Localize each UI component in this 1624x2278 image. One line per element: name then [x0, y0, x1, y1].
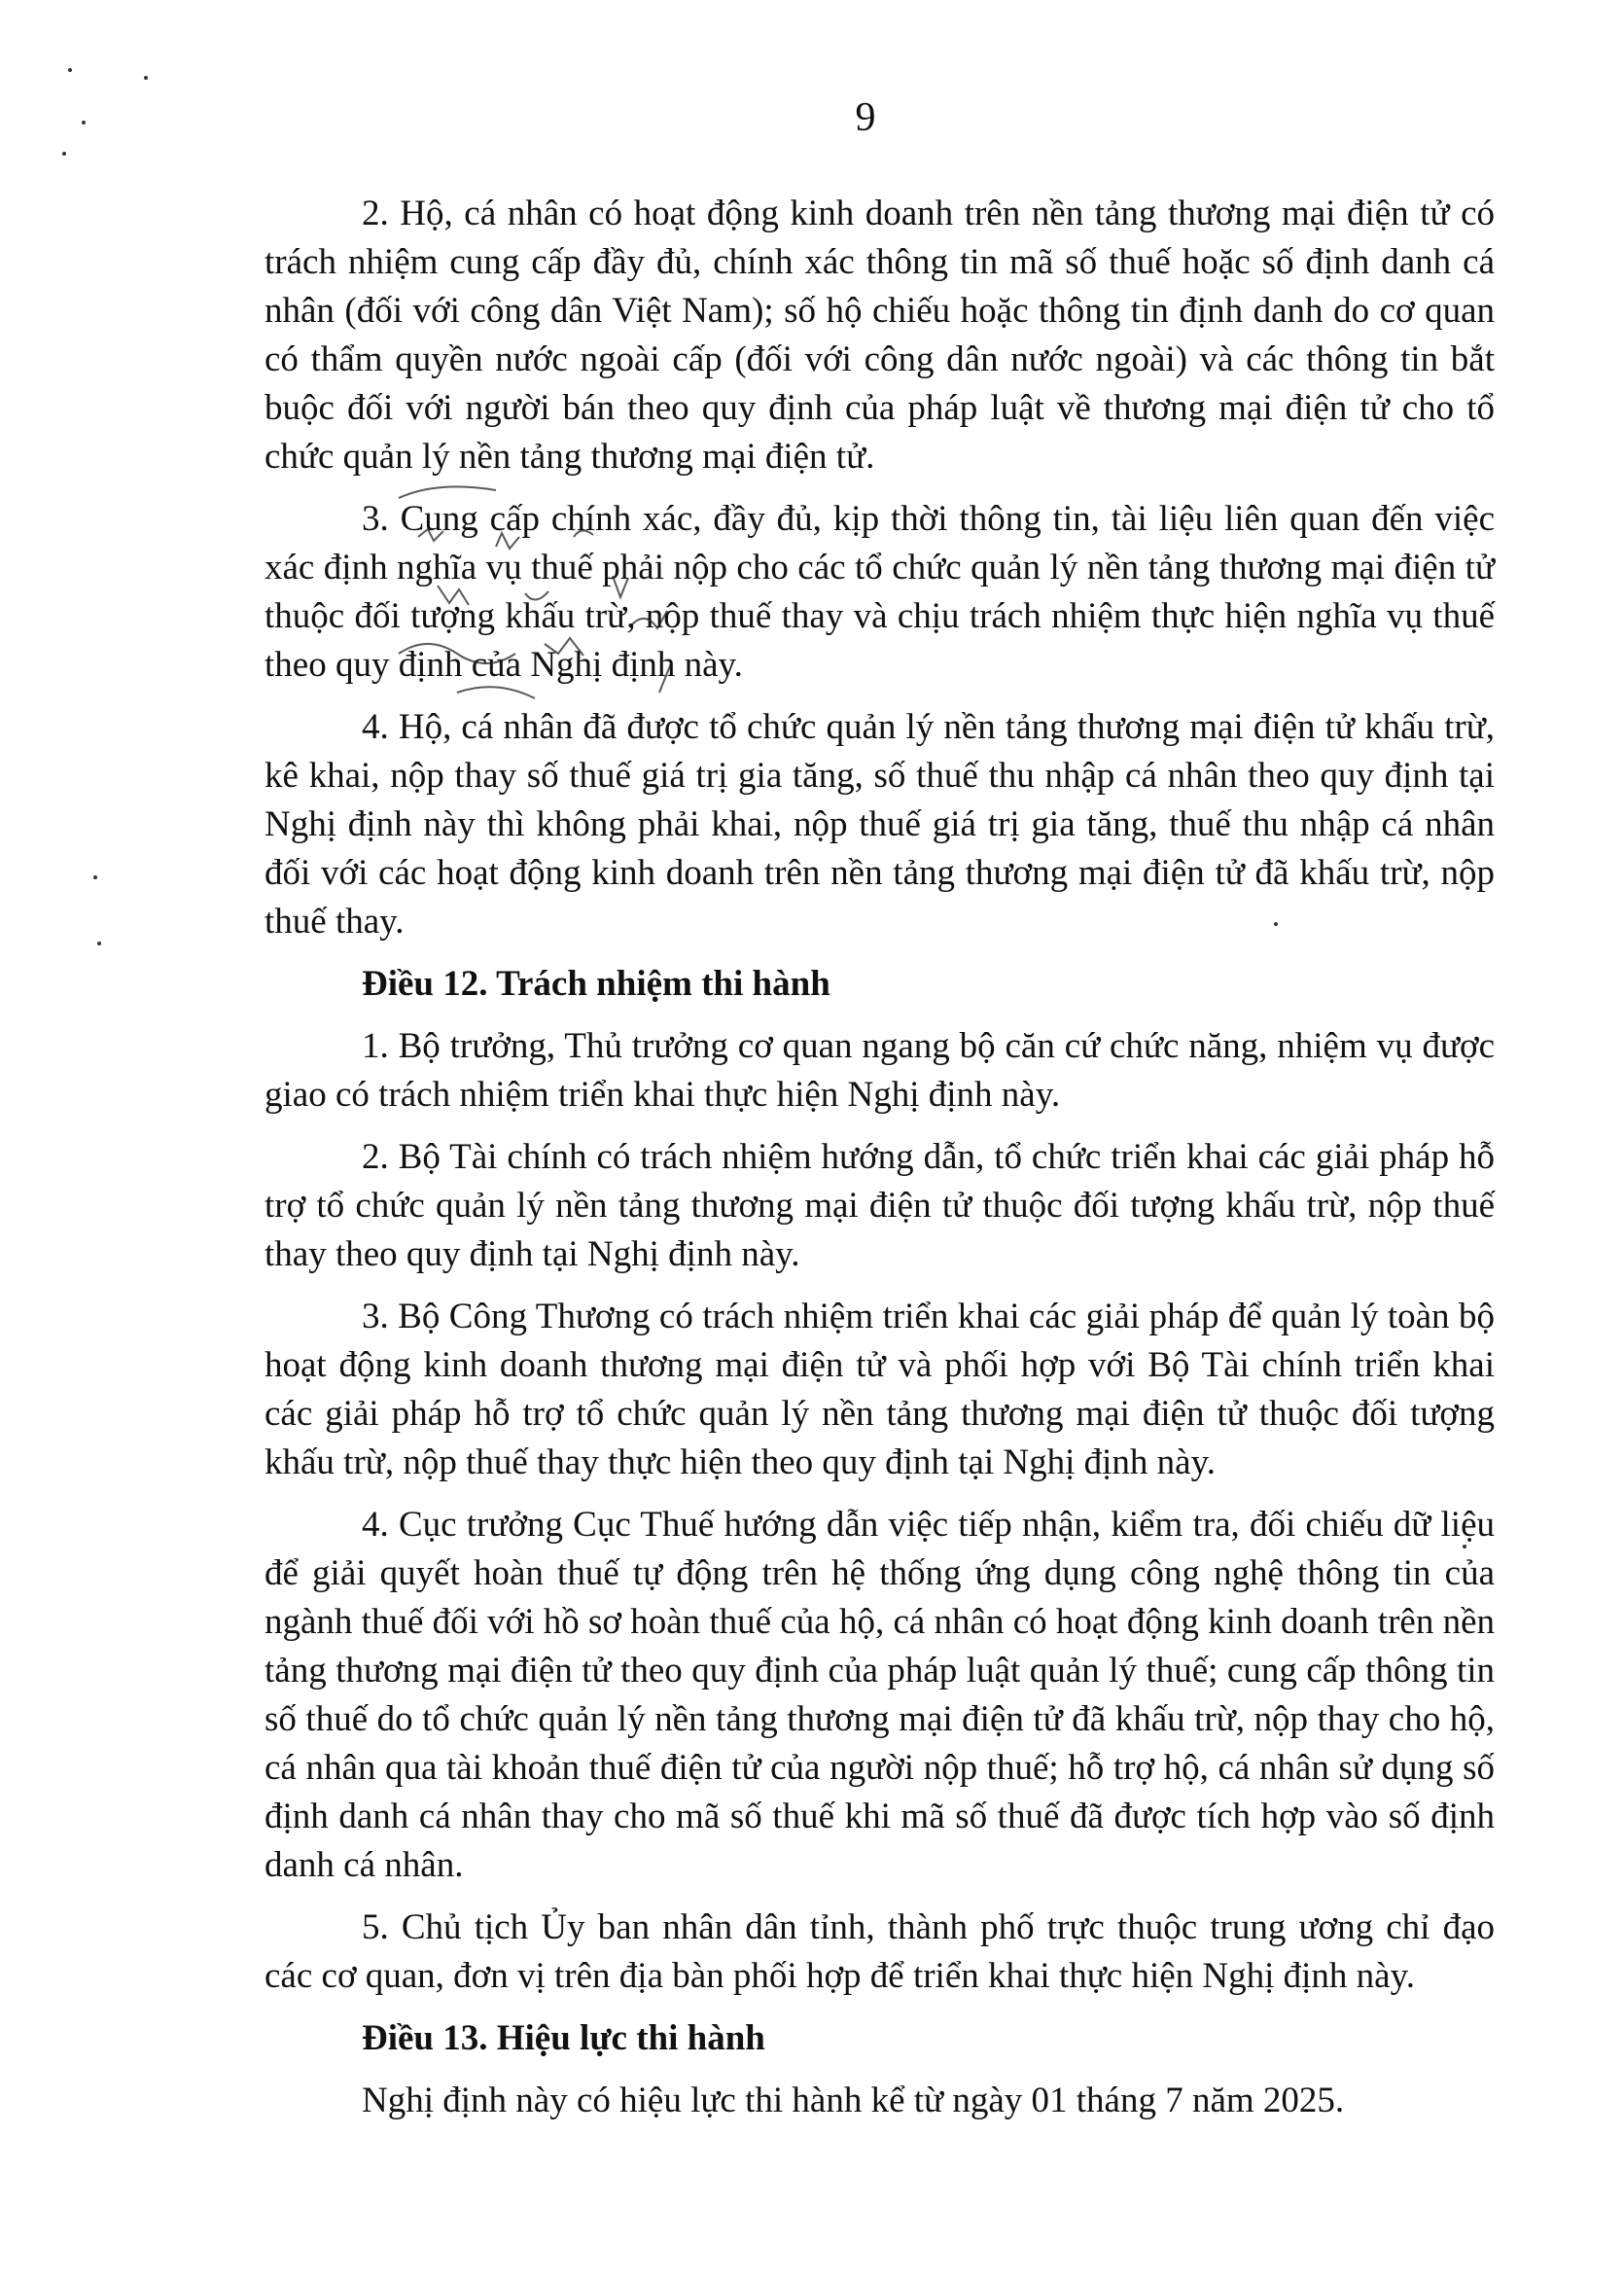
clause-4: 4. Hộ, cá nhân đã được tổ chức quản lý nền tảng thương mại điện tử khấu trừ, kê khai, nộp thay số thuế giá trị gia tăng, số thuế thu nhập cá nhân theo quy định tại Nghị định này thì không phải khai, nộp thuế giá trị gia tăng, thuế thu nhập cá nhân đối với các hoạt động kinh doanh trên nền tảng thương mại điện tử đã khấu trừ, nộp thuế thay. — [265, 707, 1495, 942]
article-13-heading: Điều 13. Hiệu lực thi hành — [362, 2018, 765, 2058]
article-12-clause-1: 1. Bộ trưởng, Thủ trưởng cơ quan ngang bộ căn cứ chức năng, nhiệm vụ được giao có trách nhiệm triển khai thực hiện Nghị định này. — [265, 1026, 1495, 1115]
scan-speck — [62, 152, 66, 156]
clause-2: 2. Hộ, cá nhân có hoạt động kinh doanh trên nền tảng thương mại điện tử có trách nhiệm cung cấp đầy đủ, chính xác thông tin mã số thuế hoặc số định danh cá nhân (đối với công dân Việt Nam); số hộ chiếu hoặc thông tin định danh do cơ quan có thẩm quyền nước ngoài cấp (đối với công dân nước ngoài) và các thông tin bắt buộc đối với người bán theo quy định của pháp luật về thương mại điện tử cho tổ chức quản lý nền tảng thương mại điện tử. — [265, 194, 1495, 477]
article-12-clause-4: 4. Cục trưởng Cục Thuế hướng dẫn việc tiếp nhận, kiểm tra, đối chiếu dữ liệu để giải quyết hoàn thuế tự động trên hệ thống ứng dụng công nghệ thông tin của ngành thuế đối với hồ sơ hoàn thuế của hộ, cá nhân có hoạt động kinh doanh trên nền tảng thương mại điện tử theo quy định của pháp luật quản lý thuế; cung cấp thông tin số thuế do tổ chức quản lý nền tảng thương mại điện tử đã khấu trừ, nộp thay cho hộ, cá nhân qua tài khoản thuế điện tử của người nộp thuế; hỗ trợ hộ, cá nhân sử dụng số định danh cá nhân thay cho mã số thuế khi mã số thuế đã được tích hợp vào số định danh cá nhân. — [265, 1505, 1495, 1885]
clause-3: 3. Cung cấp chính xác, đầy đủ, kịp thời thông tin, tài liệu liên quan đến việc xác định nghĩa vụ thuế phải nộp cho các tổ chức quản lý nền tảng thương mại điện tử thuộc đối tượng khấu trừ, nộp thuế thay và chịu trách nhiệm thực hiện nghĩa vụ thuế theo quy định của Nghị định này. — [265, 499, 1495, 685]
scan-speck — [97, 942, 101, 945]
scan-speck — [93, 875, 97, 879]
scan-speck — [68, 68, 72, 72]
article-13-clause: Nghị định này có hiệu lực thi hành kể từ ngày 01 tháng 7 năm 2025. — [362, 2081, 1345, 2120]
article-12-clause-5: 5. Chủ tịch Ủy ban nhân dân tỉnh, thành phố trực thuộc trung ương chỉ đạo các cơ quan, đơn vị trên địa bàn phối hợp để triển khai thực hiện Nghị định này. — [265, 1907, 1495, 1996]
page-number: 9 — [855, 95, 876, 140]
article-12-clause-2: 2. Bộ Tài chính có trách nhiệm hướng dẫn, tổ chức triển khai các giải pháp hỗ trợ tổ chức quản lý nền tảng thương mại điện tử thuộc đối tượng khấu trừ, nộp thuế thay theo quy định tại Nghị định này. — [265, 1137, 1495, 1274]
scan-speck — [144, 76, 148, 80]
article-12-clause-3: 3. Bộ Công Thương có trách nhiệm triển khai các giải pháp để quản lý toàn bộ hoạt động kinh doanh thương mại điện tử và phối hợp với Bộ Tài chính triển khai các giải pháp hỗ trợ tổ chức quản lý nền tảng thương mại điện tử thuộc đối tượng khấu trừ, nộp thuế thay thực hiện theo quy định tại Nghị định này. — [265, 1297, 1495, 1482]
article-12-heading: Điều 12. Trách nhiệm thi hành — [362, 964, 830, 1004]
document-body — [265, 190, 1495, 2139]
